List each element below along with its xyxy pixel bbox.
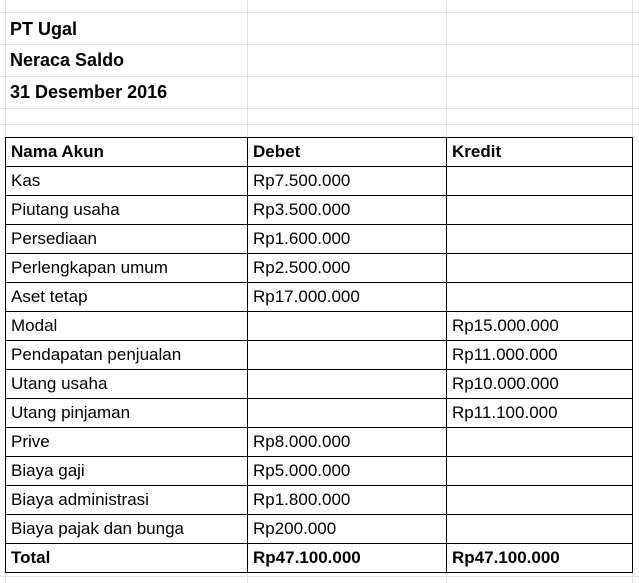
report-header (10, 14, 167, 108)
table-row (6, 515, 633, 544)
account-cell[interactable]: Utang usaha (6, 370, 248, 399)
company-name[interactable]: PT Ugal (10, 19, 78, 39)
column-header-debit[interactable]: Debet (248, 138, 447, 167)
report-title[interactable]: Neraca Saldo (10, 50, 125, 70)
debit-cell[interactable]: Rp3.500.000 (248, 196, 447, 225)
credit-cell[interactable] (447, 254, 633, 283)
table-row (6, 312, 633, 341)
grid-row-line (0, 576, 639, 577)
account-cell[interactable]: Piutang usaha (6, 196, 248, 225)
debit-cell[interactable]: Rp5.000.000 (248, 457, 447, 486)
total-debit-cell[interactable]: Rp47.100.000 (248, 544, 447, 573)
debit-cell[interactable]: Rp7.500.000 (248, 167, 447, 196)
table-row (6, 225, 633, 254)
column-header-credit[interactable]: Kredit (447, 138, 633, 167)
credit-cell[interactable]: Rp11.100.000 (447, 399, 633, 428)
column-header-account[interactable]: Nama Akun (6, 138, 248, 167)
debit-cell[interactable]: Rp8.000.000 (248, 428, 447, 457)
table-row (6, 370, 633, 399)
credit-cell[interactable]: Rp15.000.000 (447, 312, 633, 341)
grid-row-line (0, 124, 639, 125)
account-cell[interactable]: Utang pinjaman (6, 399, 248, 428)
table-header-row (6, 138, 633, 167)
credit-cell[interactable] (447, 196, 633, 225)
account-cell[interactable]: Biaya gaji (6, 457, 248, 486)
total-row (6, 544, 633, 573)
credit-cell[interactable]: Rp11.000.000 (447, 341, 633, 370)
debit-cell[interactable]: Rp200.000 (248, 515, 447, 544)
account-cell[interactable]: Pendapatan penjualan (6, 341, 248, 370)
table-row (6, 167, 633, 196)
grid-row-line (0, 12, 639, 13)
debit-cell[interactable] (248, 399, 447, 428)
credit-cell[interactable] (447, 515, 633, 544)
credit-cell[interactable] (447, 457, 633, 486)
credit-cell[interactable]: Rp10.000.000 (447, 370, 633, 399)
debit-cell[interactable]: Rp1.600.000 (248, 225, 447, 254)
table-row (6, 341, 633, 370)
credit-cell[interactable] (447, 225, 633, 254)
account-cell[interactable]: Persediaan (6, 225, 248, 254)
debit-cell[interactable]: Rp1.800.000 (248, 486, 447, 515)
debit-cell[interactable] (248, 370, 447, 399)
account-cell[interactable]: Aset tetap (6, 283, 248, 312)
credit-cell[interactable] (447, 283, 633, 312)
total-credit-cell[interactable]: Rp47.100.000 (447, 544, 633, 573)
table-row (6, 428, 633, 457)
debit-cell[interactable] (248, 341, 447, 370)
table-row (6, 196, 633, 225)
table-row (6, 399, 633, 428)
debit-cell[interactable] (248, 312, 447, 341)
debit-cell[interactable]: Rp17.000.000 (248, 283, 447, 312)
grid-row-line (0, 108, 639, 109)
credit-cell[interactable] (447, 428, 633, 457)
account-cell[interactable]: Biaya administrasi (6, 486, 248, 515)
account-cell[interactable]: Kas (6, 167, 248, 196)
table-row (6, 486, 633, 515)
account-cell[interactable]: Biaya pajak dan bunga (6, 515, 248, 544)
table-row (6, 254, 633, 283)
account-cell[interactable]: Perlengkapan umum (6, 254, 248, 283)
table-row (6, 283, 633, 312)
total-label-cell[interactable]: Total (6, 544, 248, 573)
debit-cell[interactable]: Rp2.500.000 (248, 254, 447, 283)
credit-cell[interactable] (447, 486, 633, 515)
table-row (6, 457, 633, 486)
account-cell[interactable]: Modal (6, 312, 248, 341)
account-cell[interactable]: Prive (6, 428, 248, 457)
credit-cell[interactable] (447, 167, 633, 196)
trial-balance-table (5, 137, 633, 573)
report-date[interactable]: 31 Desember 2016 (10, 82, 168, 102)
